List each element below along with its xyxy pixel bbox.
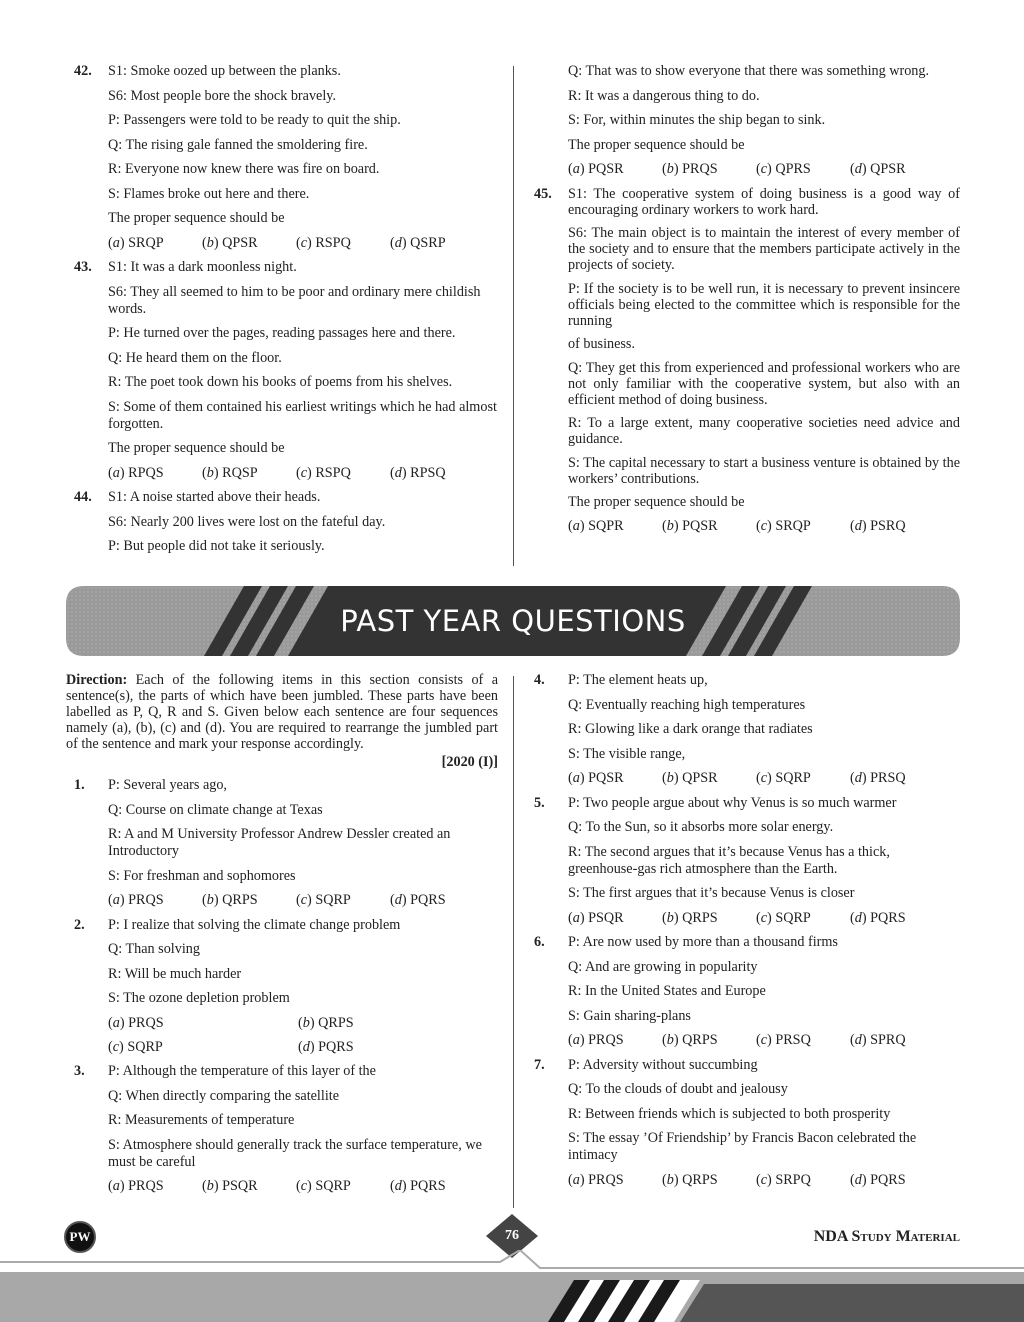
option-value: PSQR [588,909,624,926]
option-letter: b [666,517,674,534]
question-line: The proper sequence should be [568,136,745,153]
answer-options [568,770,960,787]
question-number: 7. [534,1056,545,1073]
answer-option[interactable]: (c) RSPQ [296,464,351,481]
question-line: R: The second argues that it’s because Venus has a thick, greenhouse-gas rich atmosphere than the Earth. [568,843,890,877]
question-line: P: Adversity without succumbing [568,1056,758,1073]
answer-option[interactable]: (d) QSRP [390,234,446,251]
option-value: SPRQ [870,1032,906,1048]
answer-options [568,1032,960,1049]
option-value: PRQS [128,892,164,908]
option-letter: a [572,161,580,177]
answer-option[interactable]: (b) QRPS [662,1032,718,1048]
option-letter: c [300,1178,308,1194]
question-line: S6: Most people bore the shock bravely. [108,87,337,104]
option-value: QRPS [682,1032,718,1048]
question-line: S: Some of them contained his earliest writings which he had almost forgotten. [108,398,497,432]
banner-title: PAST YEAR QUESTIONS [340,604,686,638]
question-line: The proper sequence should be [568,494,745,510]
option-value: RPSQ [410,464,446,481]
option-value: QPRS [775,161,811,177]
option-letter: a [572,909,580,926]
option-value: RSPQ [315,234,351,251]
answer-option[interactable]: (a) PSQR [568,909,624,926]
option-letter: a [572,1171,580,1188]
answer-option[interactable]: (b) QRPS [662,909,718,926]
option-value: PQSR [588,161,624,177]
answer-option[interactable]: (d) PQRS [850,909,906,926]
answer-options [568,910,960,927]
question-line: Q: When directly comparing the satellite [108,1087,339,1104]
option-letter: d [854,1171,862,1188]
question-line: R: Glowing like a dark orange that radiates [568,721,813,737]
option-value: QPSR [870,161,906,177]
option-letter: c [760,161,768,177]
option-letter: b [206,464,214,481]
option-value: PRQS [588,1171,624,1188]
question-line: Q: To the clouds of doubt and jealousy [568,1081,788,1097]
option-value: PRQS [128,1178,164,1194]
question-line: The proper sequence should be [108,210,285,226]
answer-option[interactable]: (a) PRQS [108,1178,164,1194]
question-line: Q: Eventually reaching high temperatures [568,696,806,713]
option-value: PSQR [222,1178,258,1194]
question-line: P: Several years ago, [108,777,227,793]
question-line: P: If the society is to be well run, it is necessary to prevent insincere officials being elected to the committee which is responsible for the running [568,280,960,329]
option-letter: a [572,770,580,786]
top-right-column [526,63,960,542]
question-line: S1: The cooperative system of doing business is a good way of encouraging ordinary workers to work hard. [568,185,960,218]
option-letter: d [854,770,862,786]
question-line: S: Atmosphere should generally track the surface temperature, we must be careful [108,1136,482,1170]
answer-option[interactable]: (b) QRPS [298,1014,354,1031]
option-value: QPSR [222,234,258,251]
footer-logo [64,1221,96,1253]
answer-option[interactable]: (c) SQRP [756,770,811,786]
direction-text: Each of the following items in this section consists of a sentence(s), the parts of which have been jumbled. These parts have been labelled as P, Q, R and S. Given below each sentence are four sequences namely (a), (b), (c) and (d). You are required to rearrange the jumbled part of the sentence and mark your response accordingly. [66,672,498,752]
answer-option[interactable]: (c) PRSQ [756,1032,811,1048]
option-value: QSRP [410,234,446,251]
option-value: QRPS [222,892,258,908]
column-divider-bottom [513,676,514,1208]
answer-option[interactable]: (b) QPSR [662,770,718,786]
question-line: S: The visible range, [568,745,686,762]
option-value: SQRP [315,1178,351,1194]
option-value: PQSR [682,517,718,534]
question-line: Q: He heard them on the floor. [108,349,282,366]
question-block [526,672,960,787]
question-line: P: Although the temperature of this layer of the [108,1063,376,1079]
answer-option[interactable]: (d) PQRS [850,1171,906,1188]
answer-options [108,235,498,252]
answer-option[interactable]: (b) QRPS [202,892,258,908]
option-letter: c [300,234,308,251]
option-letter: a [112,234,120,251]
question-line: R: Will be much harder [108,965,242,982]
question-line: Q: That was to show everyone that there was something wrong. [568,63,930,79]
answer-options [108,1015,498,1056]
answer-option[interactable]: (c) SQRP [756,909,811,926]
answer-option[interactable]: (d) QPSR [850,161,906,177]
answer-options [568,1172,960,1189]
question-number: 42. [74,63,92,79]
question-number: 44. [74,489,92,505]
option-letter: d [394,234,402,251]
option-letter: a [112,1014,120,1031]
option-letter: b [206,892,214,908]
option-value: SQPR [588,517,624,534]
question-line: P: I realize that solving the climate change problem [108,916,401,933]
answer-option[interactable]: (a) SQPR [568,517,624,534]
direction-label: Direction: [66,672,128,688]
option-value: SRQP [128,234,164,251]
option-value: PQRS [870,1171,906,1188]
question-line: Q: Course on climate change at Texas [108,801,323,818]
option-letter: d [854,909,862,926]
answer-option[interactable]: (a) PRQS [568,1171,624,1188]
option-letter: d [854,161,862,177]
answer-option[interactable]: (d) SPRQ [850,1032,906,1048]
answer-option[interactable]: (b) PRQS [662,161,718,177]
question-line: S1: Smoke oozed up between the planks. [108,63,341,79]
option-letter: c [112,1038,120,1055]
option-value: SQRP [775,770,811,786]
question-number: 6. [534,934,545,950]
past-year-questions-banner [66,586,960,656]
answer-option[interactable]: (a) PRQS [108,892,164,908]
question-number: 45. [534,185,552,202]
answer-options [568,161,960,178]
year-tag: [2020 (I)] [441,754,498,770]
option-value: SQRP [127,1038,163,1055]
question-line: Q: Than solving [108,941,200,957]
option-letter: d [394,892,402,908]
question-line: P: He turned over the pages, reading passages here and there. [108,325,456,341]
question-block [66,1063,498,1195]
option-letter: a [572,1032,580,1048]
option-letter: a [572,517,580,534]
question-line: Q: They get this from experienced and professional workers who are not only familiar with the cooperative system, but also with an efficient method of doing business. [568,359,960,408]
option-letter: b [666,1032,674,1048]
question-number: 43. [74,259,92,275]
question-block [66,259,498,482]
question-line: P: Are now used by more than a thousand firms [568,934,838,950]
answer-option[interactable]: (c) SQRP [108,1038,163,1055]
option-letter: d [854,1032,862,1048]
question-block [526,795,960,927]
column-divider-top [513,66,514,566]
option-value: PRQS [682,161,718,177]
answer-option[interactable]: (c) SQRP [296,1178,351,1194]
answer-options [568,518,960,535]
question-line: R: Measurements of temperature [108,1112,295,1128]
question-number: 5. [534,794,545,811]
answer-option[interactable]: (c) SQRP [296,892,351,908]
question-number: 2. [74,916,85,933]
answer-option[interactable]: (a) PQSR [568,161,624,177]
question-line: R: The poet took down his books of poems from his shelves. [108,374,453,390]
answer-option[interactable]: (a) RPQS [108,464,164,481]
footer-brand: NDA Study Material [813,1228,960,1245]
question-number: 3. [74,1063,85,1079]
answer-option[interactable]: (b) PSQR [202,1178,258,1194]
option-value: QRPS [682,1171,718,1188]
option-value: QPSR [682,770,718,786]
option-value: RSPQ [315,464,351,481]
question-line: S1: It was a dark moonless night. [108,259,297,275]
answer-option[interactable]: (c) SRPQ [756,1171,811,1188]
option-letter: b [666,161,674,177]
answer-option[interactable]: (d) PQRS [390,1178,446,1194]
question-line: Q: And are growing in popularity [568,958,758,975]
option-letter: b [206,234,214,251]
question-line: P: Two people argue about why Venus is so much warmer [568,794,897,811]
question-line: S: The ozone depletion problem [108,990,290,1006]
option-letter: c [760,1171,768,1188]
pyq-left-column [66,672,498,1203]
option-letter: b [666,1171,674,1188]
option-value: SQRP [315,892,351,908]
question-block [526,1057,960,1189]
option-value: SRPQ [775,1171,811,1188]
option-value: SRQP [775,517,811,534]
question-block [66,917,498,1056]
question-number: 4. [534,672,545,688]
option-value: PQRS [870,909,906,926]
top-left-column [66,63,498,563]
answer-options [108,465,498,482]
option-value: PQRS [410,1178,446,1194]
question-line: P: But people did not take it seriously. [108,538,325,554]
question-line: S: For freshman and sophomores [108,867,296,884]
option-letter: b [302,1014,310,1031]
answer-option[interactable]: (d) PSRQ [850,517,906,534]
option-value: QRPS [318,1014,354,1031]
question-line: Q: To the Sun, so it absorbs more solar energy. [568,819,834,835]
answer-options [108,892,498,909]
question-line: P: Passengers were told to be ready to quit the ship. [108,112,401,128]
option-letter: c [760,909,768,926]
answer-option[interactable]: (b) QPSR [202,234,258,251]
question-line: of business. [568,336,635,352]
question-line: P: The element heats up, [568,672,708,688]
option-letter: b [666,909,674,926]
question-44-continued [526,63,960,178]
question-line: R: To a large extent, many cooperative societies need advice and guidance. [568,415,960,447]
question-line: S6: Nearly 200 lives were lost on the fateful day. [108,513,386,530]
answer-option[interactable]: (c) RSPQ [296,234,351,251]
answer-option[interactable]: (a) PRQS [108,1014,164,1031]
question-line: S: The essay ’Of Friendship’ by Francis Bacon celebrated the intimacy [568,1130,917,1163]
option-letter: c [300,464,308,481]
option-letter: c [760,1032,768,1048]
footer-logo-text: PW [69,1229,91,1244]
option-letter: c [300,892,308,908]
question-line: R: In the United States and Europe [568,983,766,999]
answer-option[interactable]: (d) PQRS [390,892,446,908]
direction-paragraph [66,672,498,752]
question-block [526,186,960,535]
option-value: PRQS [588,1032,624,1048]
answer-option[interactable]: (b) QRPS [662,1171,718,1188]
answer-option[interactable]: (a) PQSR [568,770,624,786]
option-value: RPQS [128,464,164,481]
option-value: RQSP [222,464,258,481]
answer-option[interactable]: (c) QPRS [756,161,811,177]
answer-options [108,1178,498,1195]
option-letter: d [394,464,402,481]
question-block [66,489,498,555]
question-line: S: Flames broke out here and there. [108,185,310,202]
option-value: PQRS [318,1038,354,1055]
question-line: S6: They all seemed to him to be poor and ordinary mere childish words. [108,283,481,317]
option-letter: b [206,1178,214,1194]
option-value: PRSQ [870,770,906,786]
answer-option[interactable]: (b) RQSP [202,464,258,481]
question-line: R: Between friends which is subjected to both prosperity [568,1105,891,1122]
pyq-right-column [526,672,960,1196]
option-value: SQRP [775,909,811,926]
answer-option[interactable]: (d) PQRS [298,1038,354,1055]
question-line: Q: The rising gale fanned the smoldering fire. [108,136,368,153]
question-block [66,777,498,909]
option-value: PRSQ [775,1032,811,1048]
answer-option[interactable]: (b) PQSR [662,517,718,534]
option-letter: d [854,517,862,534]
question-block [66,63,498,252]
question-block [526,934,960,1049]
option-value: QRPS [682,909,718,926]
question-line: S6: The main object is to maintain the interest of every member of the society and to ensure that the members participate actively in the projects of society. [568,225,960,273]
question-line: R: A and M University Professor Andrew Dessler created an Introductory [108,826,451,859]
question-line: S: Gain sharing-plans [568,1007,691,1024]
option-letter: d [394,1178,402,1194]
option-value: PQRS [410,892,446,908]
answer-option[interactable]: (d) PRSQ [850,770,906,786]
footer-graphic [0,1250,1024,1322]
option-letter: d [302,1038,310,1055]
option-letter: b [666,770,674,786]
question-line: S: For, within minutes the ship began to sink. [568,112,826,128]
answer-option[interactable]: (a) PRQS [568,1032,624,1048]
option-value: PQSR [588,770,624,786]
answer-option[interactable]: (a) SRQP [108,234,164,251]
option-letter: a [112,892,120,908]
option-value: PRQS [128,1014,164,1031]
option-letter: a [112,464,120,481]
answer-option[interactable]: (c) SRQP [756,517,811,534]
question-line: R: It was a dangerous thing to do. [568,87,760,104]
option-letter: a [112,1178,120,1194]
option-letter: c [760,770,768,786]
question-line: The proper sequence should be [108,440,285,456]
question-line: R: Everyone now knew there was fire on board. [108,161,380,177]
option-value: PSRQ [870,517,906,534]
question-line: S: The first argues that it’s because Venus is closer [568,885,855,901]
question-number: 1. [74,777,85,793]
answer-option[interactable]: (d) RPSQ [390,464,446,481]
question-line: S: The capital necessary to start a business venture is obtained by the workers’ contributions. [568,454,960,487]
option-letter: c [760,517,768,534]
page-number: 76 [505,1228,519,1243]
question-line: S1: A noise started above their heads. [108,489,321,505]
